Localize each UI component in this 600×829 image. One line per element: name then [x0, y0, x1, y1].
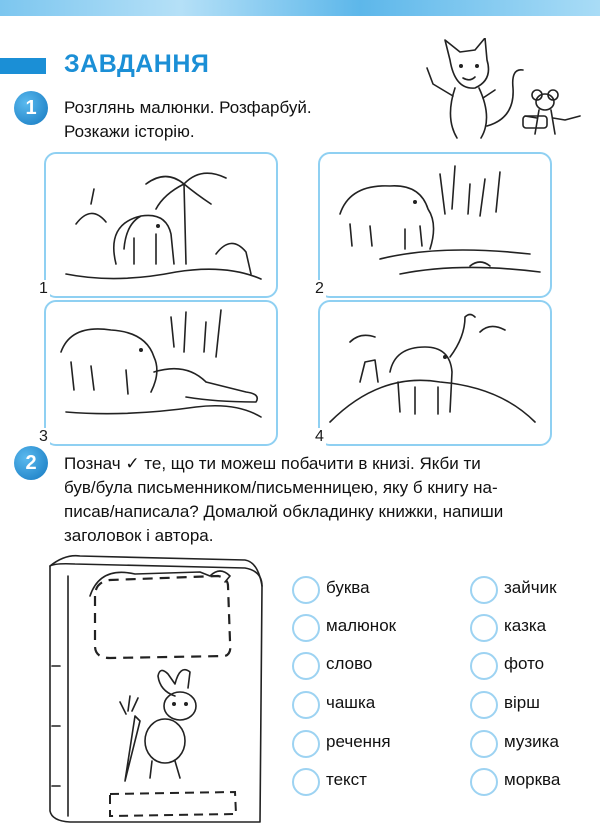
story-panel-2 [318, 152, 552, 298]
elephant-jungle-drawing [46, 154, 276, 296]
elephant-crocodile-drawing [46, 302, 276, 444]
elephant-pond-drawing [320, 154, 550, 296]
story-panel-1 [44, 152, 278, 298]
checkbox-rechennya[interactable] [292, 730, 320, 758]
checkbox-virsh[interactable] [470, 691, 498, 719]
panel-1-number: 1 [39, 280, 48, 297]
panel-4-number: 4 [315, 428, 324, 445]
story-panel-4 [318, 300, 552, 446]
checkbox-bukva[interactable] [292, 576, 320, 604]
word-virsh: вірш [504, 693, 540, 712]
word-zaichyk: зайчик [504, 578, 557, 597]
word-muzyka: музика [504, 732, 559, 751]
page-title: ЗАВДАННЯ [64, 50, 210, 78]
checkbox-zaichyk[interactable] [470, 576, 498, 604]
checkbox-foto[interactable] [470, 652, 498, 680]
word-chashka: чашка [326, 693, 376, 712]
task2-text-line2: був/була письменником/письменницею, яку б книгу на- [64, 478, 498, 497]
checkbox-tekst[interactable] [292, 768, 320, 796]
word-slovo: слово [326, 654, 373, 673]
word-foto: фото [504, 654, 545, 673]
word-kazka: казка [504, 616, 547, 635]
word-malyunok: малюнок [326, 616, 397, 635]
task1-number-badge: 1 [14, 91, 48, 125]
word-bukva: буква [326, 578, 370, 597]
checkbox-muzyka[interactable] [470, 730, 498, 758]
checkbox-morkva[interactable] [470, 768, 498, 796]
checkbox-slovo[interactable] [292, 652, 320, 680]
elephant-hill-drawing [320, 302, 550, 444]
story-panel-3 [44, 300, 278, 446]
task1-text-line1: Розглянь малюнки. Розфарбуй. [64, 98, 312, 117]
panel-3-number: 3 [39, 428, 48, 445]
checkbox-malyunok[interactable] [292, 614, 320, 642]
task2-text-line3: писав/написала? Домалюй обкладинку книжки, напиши [64, 502, 504, 521]
panel-2-number: 2 [315, 280, 324, 297]
top-decor-bar [0, 0, 600, 16]
word-morkva: морква [504, 770, 561, 789]
title-accent-bar [0, 58, 46, 74]
cat-mouse-illustration [415, 38, 590, 143]
word-tekst: текст [326, 770, 367, 789]
task2-text-line1: Познач ✓ те, що ти можеш побачити в книзі. Якби ти [64, 454, 481, 473]
task2-text-line4: заголовок і автора. [64, 526, 214, 545]
book-cover-drawing[interactable] [40, 546, 270, 826]
task2-number-badge: 2 [14, 446, 48, 480]
checkbox-kazka[interactable] [470, 614, 498, 642]
task1-text-line2: Розкажи історію. [64, 122, 195, 141]
checkbox-chashka[interactable] [292, 691, 320, 719]
word-rechennya: речення [326, 732, 391, 751]
